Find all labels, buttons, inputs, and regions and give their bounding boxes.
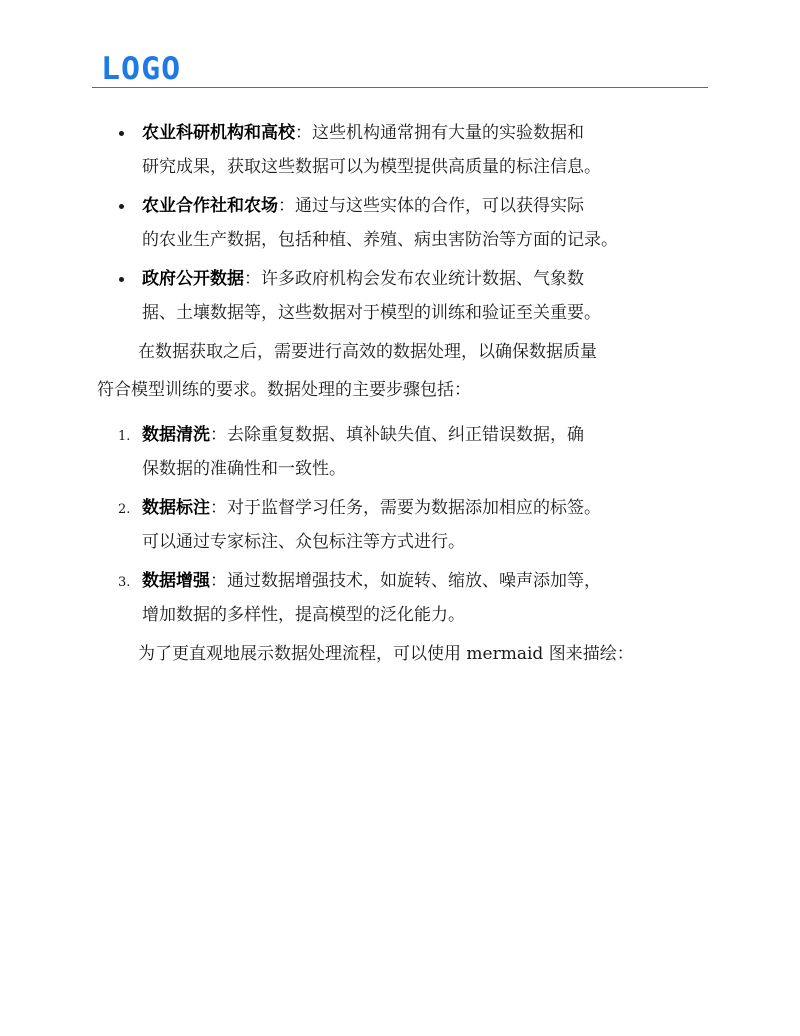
bullet-icon [119,277,124,282]
bullet-text: ：通过与这些实体的合作，可以获得实际 [278,196,584,216]
item-title: 数据清洗 [142,425,210,445]
item-text: ：通过数据增强技术，如旋转、缩放、噪声添加等， [210,571,601,591]
bullet-line-continued: 研究成果，获取这些数据可以为模型提供高质量的标注信息。 [142,157,601,177]
item-number: 1. [118,429,131,444]
bullet-icon [119,204,124,209]
bullet-icon [119,131,124,136]
logo: LOGO [101,51,182,87]
bullet-title: 政府公开数据 [142,269,244,289]
item-title: 数据增强 [142,571,210,591]
numbered-line-continued: 增加数据的多样性，提高模型的泛化能力。 [142,605,465,625]
bullet-title: 农业科研机构和高校 [142,123,295,143]
paragraph-line: 在数据获取之后，需要进行高效的数据处理，以确保数据质量 [138,342,597,362]
bullet-title: 农业合作社和农场 [142,196,278,216]
item-number: 2. [118,502,131,517]
bullet-line-continued: 据、土壤数据等，这些数据对于模型的训练和验证至关重要。 [142,303,601,323]
item-number: 3. [118,575,131,590]
item-title: 数据标注 [142,498,210,518]
numbered-line-continued: 保数据的准确性和一致性。 [142,459,346,479]
bullet-line [142,122,584,144]
numbered-line [142,424,584,446]
bullet-line-continued: 的农业生产数据，包括种植、养殖、病虫害防治等方面的记录。 [142,230,618,250]
bullet-text: ：许多政府机构会发布农业统计数据、气象数 [244,269,584,289]
bullet-line [142,268,584,290]
numbered-line-continued: 可以通过专家标注、众包标注等方式进行。 [142,532,465,552]
paragraph-line: 符合模型训练的要求。数据处理的主要步骤包括： [97,380,471,400]
bullet-line [142,195,584,217]
numbered-line [142,570,601,592]
paragraph-line: 为了更直观地展示数据处理流程，可以使用 mermaid 图来描绘： [138,644,634,664]
numbered-line [142,497,601,519]
item-text: ：对于监督学习任务，需要为数据添加相应的标签。 [210,498,601,518]
item-text: ：去除重复数据、填补缺失值、纠正错误数据，确 [210,425,584,445]
bullet-text: ：这些机构通常拥有大量的实验数据和 [295,123,584,143]
